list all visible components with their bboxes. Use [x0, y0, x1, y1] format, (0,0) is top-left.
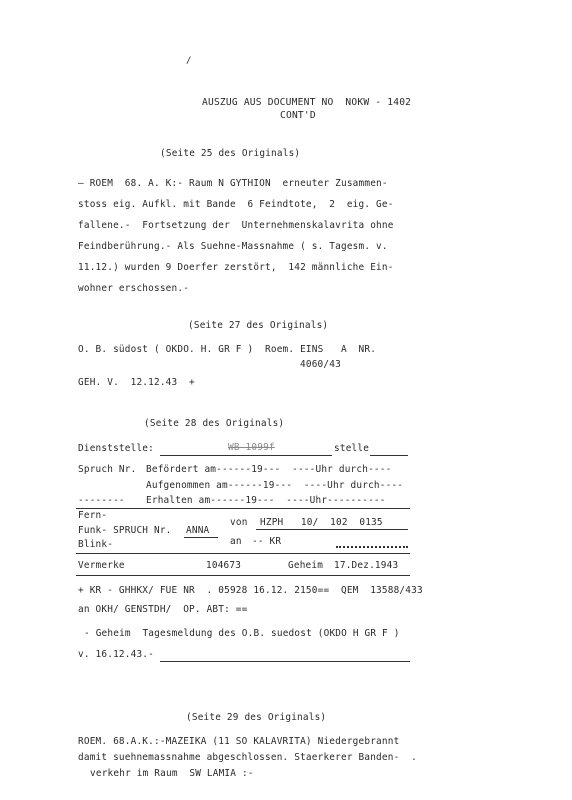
- document-subtitle: CONT'D: [280, 110, 316, 121]
- form-underline: [184, 537, 218, 538]
- text-line: wohner erschossen.-: [78, 283, 190, 294]
- text-line: Feindberührung.- Als Suehne-Massnahme ( s. Tagesm. v.: [78, 241, 388, 252]
- form-label-dienststelle: Dienststelle:: [78, 443, 154, 454]
- form-label-von: von: [230, 517, 248, 528]
- form-row-erhalten: Erhalten am------19--- ----Uhr----------: [146, 495, 386, 506]
- text-line: fallene.- Fortsetzung der Unternehmenskalavrita ohne: [78, 220, 394, 231]
- form-row-befoerdert: Befördert am------19--- ----Uhr durch----: [146, 464, 392, 475]
- form-dotted-line: [336, 546, 408, 548]
- section-heading-29: (Seite 29 des Originals): [186, 712, 327, 723]
- form-dash: --------: [78, 495, 125, 506]
- form-label-vermerke: Vermerke: [78, 560, 125, 571]
- von-value: HZPH 10/ 102 0135: [260, 517, 383, 528]
- form-underline: [256, 529, 408, 530]
- text-line: verkehr im Raum SW LAMIA :-: [90, 768, 254, 779]
- text-line: 4060/43: [300, 359, 341, 370]
- stray-mark: /: [186, 56, 192, 66]
- form-underline: [160, 455, 332, 456]
- form-label-blink: Blink-: [78, 539, 114, 550]
- message-date: 17.Dez.1943: [334, 560, 399, 571]
- form-row-aufgenommen: Aufgenommen am------19--- ----Uhr durch----: [146, 480, 404, 491]
- form-underline: [160, 661, 410, 662]
- section-heading-28: (Seite 28 des Originals): [144, 418, 285, 429]
- document-title: AUSZUG AUS DOCUMENT NO NOKW - 1402: [202, 97, 412, 108]
- text-line: 11.12.) wurden 9 Doerfer zerstört, 142 männliche Ein-: [78, 262, 394, 273]
- wb-stamp: WB 1099f: [228, 442, 275, 453]
- message-number: 104673: [206, 560, 242, 571]
- message-line: + KR - GHHKX/ FUE NR . 05928 16.12. 2150== QEM 13588/433: [78, 585, 423, 596]
- classification: Geheim: [288, 560, 324, 571]
- form-label-spruch: Spruch Nr.: [78, 464, 137, 475]
- message-line: an OKH/ GENSTDH/ OP. ABT: ==: [78, 604, 248, 615]
- message-line: v. 16.12.43.-: [78, 649, 154, 660]
- text-line: stoss eig. Aufkl. mit Bande 6 Feindtote, 2 eig. Ge-: [78, 199, 394, 210]
- section-heading-27: (Seite 27 des Originals): [188, 320, 329, 331]
- text-line: — ROEM 68. A. K:- Raum N GYTHION erneuter Zusammen-: [78, 178, 388, 189]
- funk-spruch-number: ANNA: [186, 525, 210, 536]
- an-value: -- KR: [252, 536, 282, 547]
- text-line: GEH. V. 12.12.43 +: [78, 377, 195, 388]
- form-rule: [76, 575, 410, 576]
- text-line: ROEM. 68.A.K.:-MAZEIKA (11 SO KALAVRITA) Niedergebrannt: [78, 736, 400, 747]
- section-heading-25: (Seite 25 des Originals): [160, 148, 301, 159]
- form-label-funk-spruch: Funk- SPRUCH Nr.: [78, 525, 172, 536]
- text-line: damit suehnemassnahme abgeschlossen. Staerkerer Banden- .: [78, 752, 417, 763]
- form-label-fern: Fern-: [78, 510, 108, 521]
- form-underline: [370, 455, 408, 456]
- message-line: - Geheim Tagesmeldung des O.B. suedost (OKDO H GR F ): [84, 628, 400, 639]
- form-label-an: an: [230, 536, 242, 547]
- text-line: O. B. südost ( OKDO. H. GR F ) Roem. EINS A NR.: [78, 344, 377, 355]
- form-label-stelle: stelle: [334, 443, 370, 454]
